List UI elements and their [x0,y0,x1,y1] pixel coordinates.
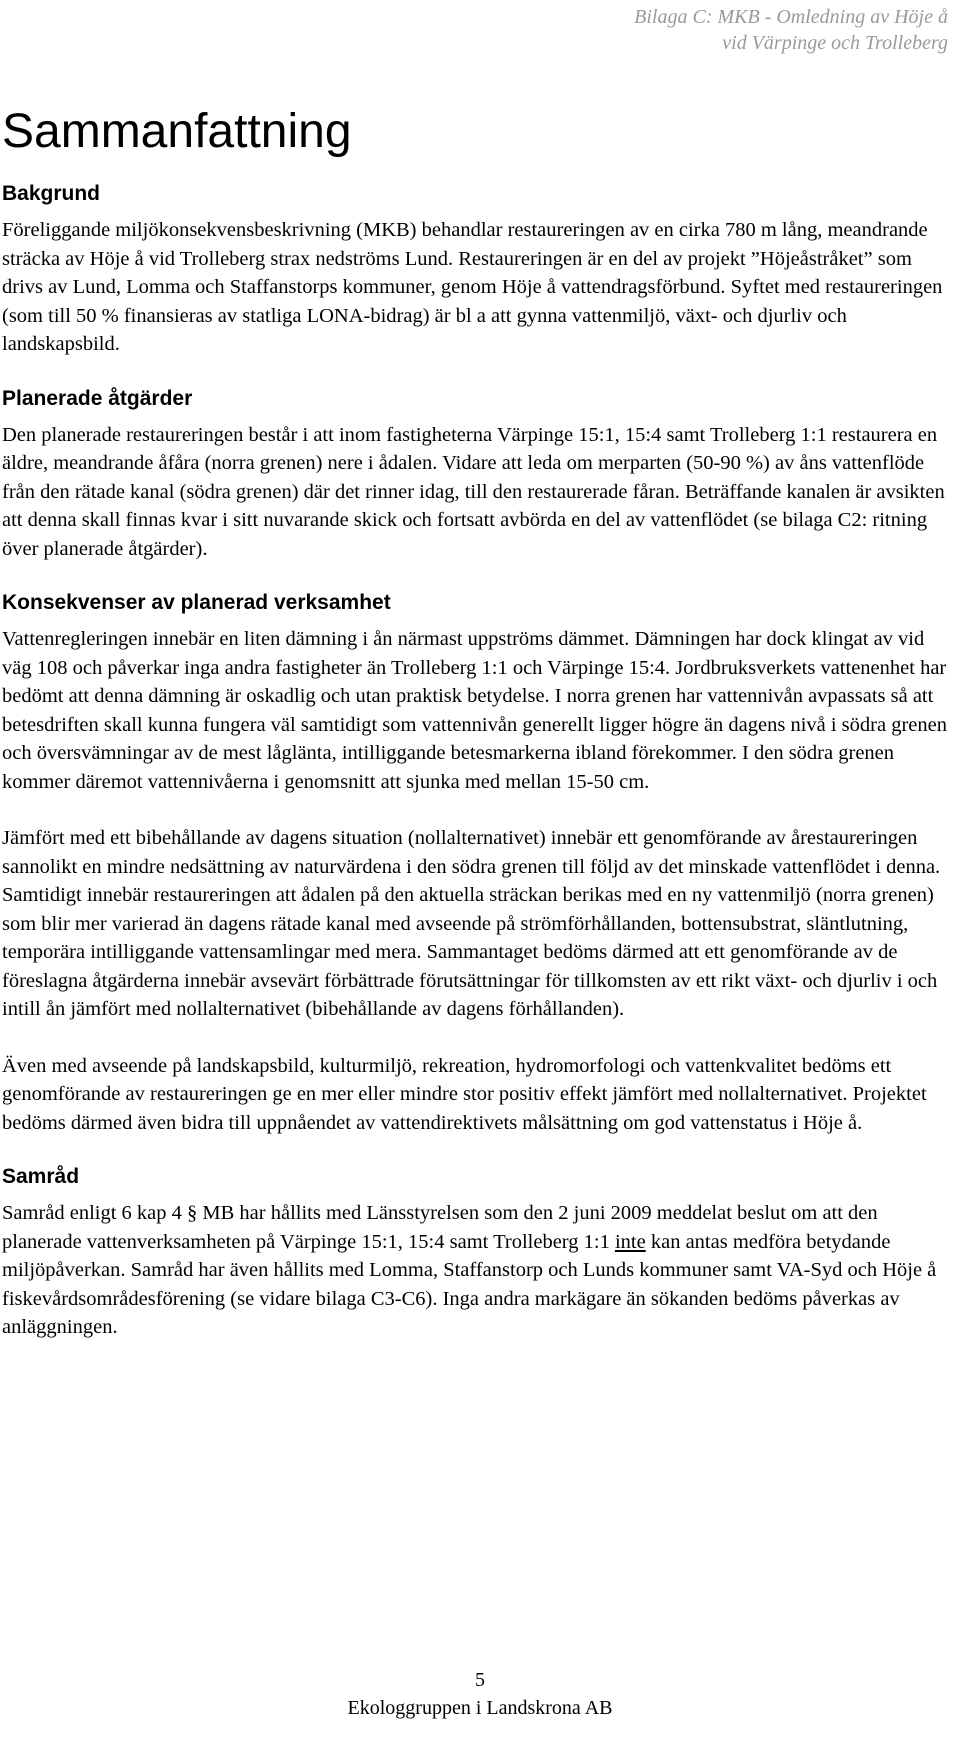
heading-bakgrund: Bakgrund [2,182,101,205]
header-line-2: vid Värpinge och Trolleberg [722,32,948,54]
page-title: Sammanfattning [2,105,352,158]
footer-company: Ekologgruppen i Landskrona AB [347,1697,613,1719]
section-sign-icon: § [187,1202,198,1224]
heading-konsekvenser: Konsekvenser av planerad verksamhet [2,591,391,614]
samrad-text-c: kan antas medföra betydande miljöpåverkan. Samråd har även hållits med Lomma, Staffanstorp och Lunds kommuner samt VA-Syd och Höje å fiskevårdsområdesförening (se vidare bilaga C3-C6). Inga andra markägare än sökanden bedöms påverkas av anläggningen. [2,1230,937,1338]
document-body [2,180,954,1342]
paragraph-bakgrund: Föreliggande miljökonsekvensbeskrivning (MKB) behandlar restaureringen av en cirka 780 m lång, meandrande sträcka av Höje å vid Trolleberg strax nedströms Lund. Restaureringen är en del av projekt ”Höjeåstråket” som drivs av Lund, Lomma och Staffanstorps kommuner, genom Höje å vattendragsförbund. Syftet med restaureringen (som till 50 % finansieras av statliga LONA-bidrag) är bl a att gynna vattenmiljö, växt- och djurliv och landskapsbild. [2,219,943,355]
header-line-1: Bilaga C: MKB - Omledning av Höje å [634,6,948,28]
paragraph-konsekvenser-2: Jämfört med ett bibehållande av dagens situation (nollalternativet) innebär ett genomförande av årestaureringen sannolikt en mindre nedsättning av naturvärdena i den södra grenen till följd av det minskade vattenflödet i denna. Samtidigt innebär restaureringen att ådalen på den aktuella sträckan berikas med en ny vattenmiljö (norra grenen) som blir mer varierad än dagens rätade kanal med avseende på strömförhållanden, bottensubstrat, släntlutning, temporära intilliggande vattensamlingar med mera. Sammantaget bedöms därmed att ett genomförande av de föreslagna åtgärderna innebär avsevärt förbättrade förutsättningar för tillkomsten av ett rikt växt- och djurliv i och intill ån jämfört med nollalternativet (bibehållande av dagens förhållanden). [2,827,941,1020]
paragraph-planerade-atgarder: Den planerade restaureringen består i att inom fastigheterna Värpinge 15:1, 15:4 samt Trolleberg 1:1 restaurera en äldre, meandrande åfåra (norra grenen) nere i ådalen. Vidare att leda om merparten (50-90 %) av åns vattenflöde från den rätade kanal (södra grenen) där det rinner idag, till den restaurerade fåran. Beträffande kanalen är avsikten att denna skall finnas kvar i sitt nuvarande skick och fortsatt avbörda en del av vattenflödet (se bilaga C2: ritning över planerade åtgärder). [2,423,945,560]
samrad-text-b: MB har hållits med Länsstyrelsen som den 2 juni 2009 meddelat beslut om att den planerade vattenverksamheten på Värpinge 15:1, 15:4 samt Trolleberg 1:1 [2,1202,878,1253]
page-footer [0,1666,960,1722]
samrad-underlined-word: inte [614,1230,646,1253]
page-number: 5 [475,1669,485,1691]
paragraph-konsekvenser-1: Vattenregleringen innebär en liten dämning i ån närmast uppströms dämmet. Dämningen har dock klingat av vid väg 108 och påverkar inga andra fastigheter än Trolleberg 1:1 och Värpinge 15:4. Jordbruksverkets vattenenhet har bedömt att denna dämning är oskadlig och utan praktisk betydelse. I norra grenen har vattennivån avpassats så att betesdriften skall kunna fungera väl samtidigt som vattennivån generellt ligger högre än dagens nivå i södra grenen och översvämningar av de mest låglänta, intilliggande betesmarkerna ibland förekommer. I den södra grenen kommer däremot vattennivåerna i genomsnitt att sjunka med mellan 15-50 cm. [2,628,947,793]
paragraph-samrad [2,1199,954,1342]
samrad-text-a: Samråd enligt 6 kap 4 [2,1202,188,1224]
page-header [528,4,948,56]
heading-samrad: Samråd [2,1165,80,1188]
heading-planerade-atgarder: Planerade åtgärder [2,386,193,410]
paragraph-konsekvenser-3: Även med avseende på landskapsbild, kulturmiljö, rekreation, hydromorfologi och vattenkvalitet bedöms ett genomförande av restaureringen ge en mer eller mindre stor positiv effekt jämfört med nollalternativet. Projektet bedöms därmed även bidra till uppnåendet av vattendirektivets målsättning om god vattenstatus i Höje å. [2,1054,927,1134]
